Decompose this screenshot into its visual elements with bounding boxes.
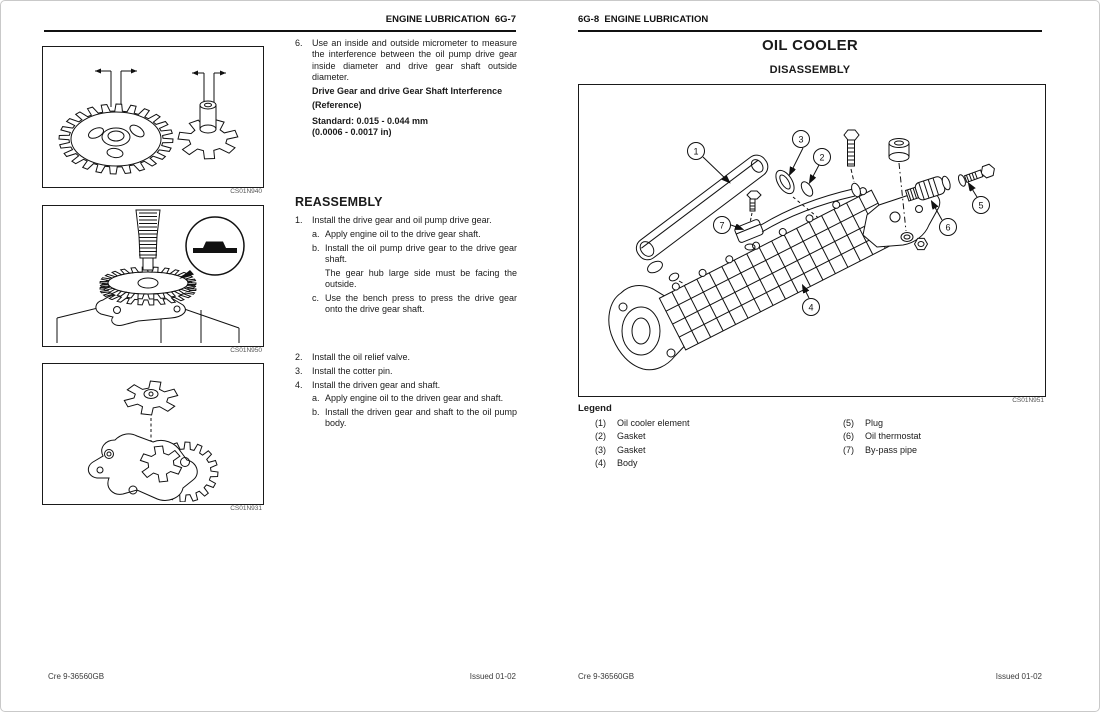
legend — [578, 403, 1044, 471]
svg-text:4: 4 — [808, 302, 814, 313]
spec-reference: (Reference) — [312, 100, 362, 111]
list-text: Apply engine oil to the driven gear and shaft. — [325, 393, 504, 404]
list-text: Install the driven gear and shaft to the oil pump body. — [325, 407, 517, 429]
oil-pump-diagram — [43, 364, 261, 502]
legend-item: (5) Plug — [843, 418, 884, 428]
legend-item: (3) Gasket — [595, 444, 646, 455]
left-page-header: ENGINE LUBRICATION 6G-7 — [385, 14, 516, 25]
svg-text:2: 2 — [819, 152, 825, 163]
right-page-header: 6G-8 ENGINE LUBRICATION — [578, 14, 709, 25]
figure-label: CS01N940 — [230, 188, 262, 195]
gasket-icon — [772, 167, 798, 196]
right-footer-code: Cre 9-36560GB — [578, 672, 635, 681]
drive-gear-measurement-diagram — [43, 47, 261, 185]
callout-1 — [688, 143, 705, 160]
figure-box-gears-measurement — [42, 46, 264, 188]
legend-item: (2) Gasket — [595, 431, 646, 442]
svg-text:1: 1 — [693, 146, 699, 157]
list-letter: a. — [312, 229, 320, 240]
left-header-rule — [44, 30, 516, 32]
list-letter: c. — [312, 293, 320, 304]
section-title: OIL COOLER — [761, 37, 859, 54]
list-text: Install the drive gear and oil pump drive gear. — [312, 215, 492, 226]
step-text: Use an inside and outside micrometer to measure the interference between the oil pump drive gear inside diameter and drive gear shaft outside diameter. — [312, 38, 517, 82]
plug-cylinder-icon — [889, 139, 909, 148]
list-text: Apply engine oil to the drive gear shaft. — [325, 229, 481, 240]
legend-item: (7) By-pass pipe — [843, 444, 918, 455]
o-ring-icon — [668, 272, 680, 283]
by-pass-pipe-flange-icon — [734, 219, 764, 244]
bolt-icon — [747, 191, 761, 199]
step-number: 6. — [295, 38, 303, 48]
bench-press-diagram — [43, 206, 261, 344]
list-number: 4. — [295, 379, 303, 390]
legend-item: (6) Oil thermostat — [843, 431, 922, 442]
figure-box-bench-press — [42, 205, 264, 347]
spec-title: Drive Gear and drive Gear Shaft Interference — [312, 86, 503, 97]
list-letter: a. — [312, 393, 320, 404]
spec-inches: (0.0006 - 0.0017 in) — [312, 127, 392, 138]
spec-standard: Standard: 0.015 - 0.044 mm — [312, 115, 429, 126]
list-number: 2. — [295, 352, 303, 362]
callout-5 — [973, 197, 990, 214]
callout-6 — [940, 219, 957, 236]
list-text: Install the oil pump drive gear to the drive gear shaft. — [325, 242, 517, 265]
callout-4 — [803, 299, 820, 316]
callout-7 — [714, 217, 731, 234]
subsection-title: DISASSEMBLY — [769, 64, 851, 76]
reassembly-steps-2-4 — [295, 352, 517, 432]
right-footer-issued: Issued 01-02 — [995, 672, 1042, 681]
gasket-ring-icon — [646, 259, 665, 275]
list-number: 1. — [295, 215, 303, 226]
reassembly-section — [295, 197, 517, 318]
o-ring-icon — [799, 180, 815, 198]
step-6-block — [295, 38, 517, 138]
list-note: The gear hub large side must be facing the outside. — [325, 267, 517, 290]
svg-text:6: 6 — [945, 222, 951, 233]
legend-column-right — [826, 417, 1044, 471]
reassembly-heading: REASSEMBLY — [295, 195, 383, 209]
oil-cooler-exploded-diagram — [579, 85, 1043, 394]
legend-item: (4) Body — [595, 458, 638, 469]
right-header-rule — [578, 30, 1042, 32]
list-text: Install the driven gear and shaft. — [312, 379, 441, 390]
legend-item: (1) Oil cooler element — [595, 418, 690, 428]
figure-box-oil-pump — [42, 363, 264, 505]
svg-text:3: 3 — [798, 134, 804, 145]
svg-text:7: 7 — [719, 220, 725, 231]
figure-label: CS01N951 — [1012, 397, 1044, 404]
callout-2 — [814, 149, 831, 166]
nut-icon — [915, 238, 928, 249]
bolt-icon — [844, 130, 859, 140]
figure-label: CS01N931 — [230, 505, 262, 512]
list-text: Use the bench press to press the drive gear onto the drive gear shaft. — [325, 293, 517, 315]
list-text: Install the cotter pin. — [312, 365, 393, 376]
plug-icon — [957, 163, 996, 187]
svg-text:5: 5 — [978, 200, 984, 211]
figure-box-oil-cooler — [578, 84, 1046, 397]
list-number: 3. — [295, 365, 303, 376]
legend-title: Legend — [578, 403, 612, 414]
list-letter: b. — [312, 407, 320, 418]
callout-3 — [793, 131, 810, 148]
list-letter: b. — [312, 242, 320, 253]
legend-column-left — [578, 417, 826, 471]
list-text: Install the oil relief valve. — [312, 352, 411, 362]
left-footer-code: Cre 9-36560GB — [48, 672, 105, 681]
figure-label: CS01N950 — [230, 347, 262, 354]
left-footer-issued: Issued 01-02 — [469, 672, 516, 681]
